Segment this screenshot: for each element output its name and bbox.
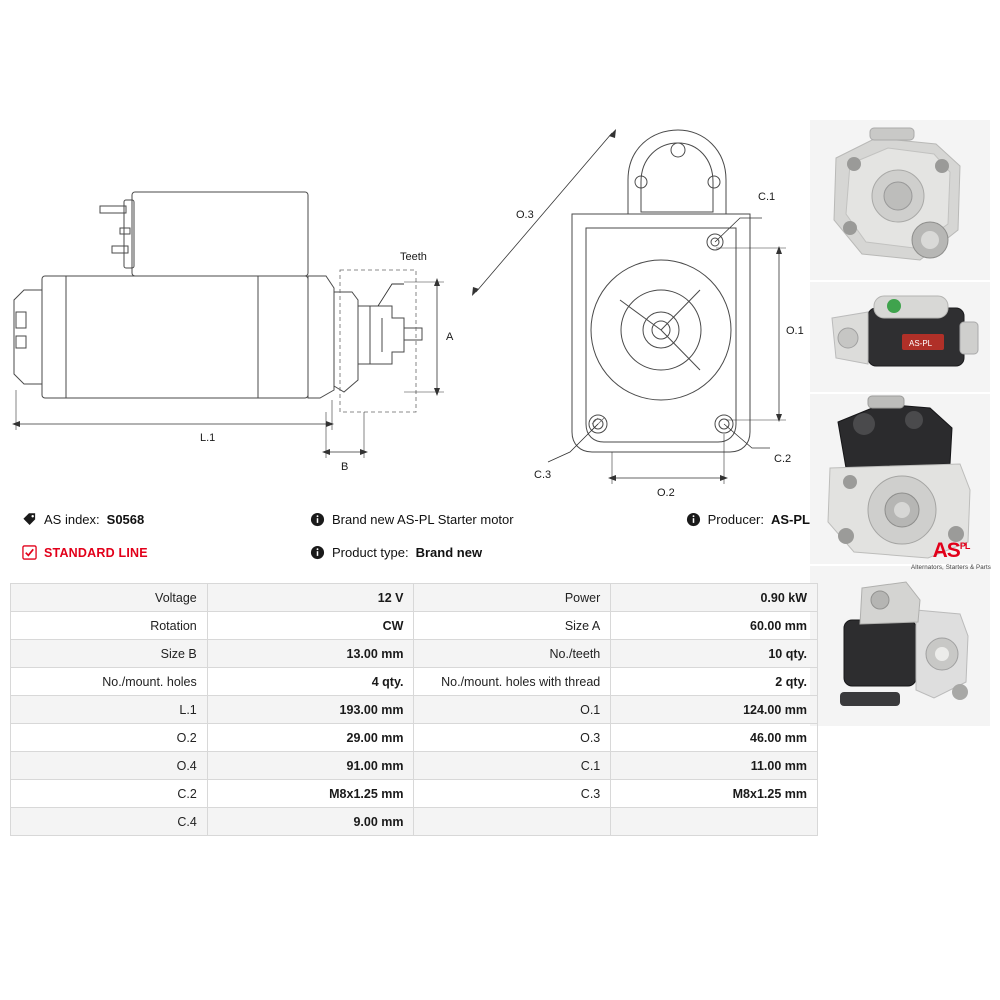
aspl-logo-text: AS xyxy=(932,539,960,562)
spec-value: 4 qty. xyxy=(207,668,414,696)
as-index-value: S0568 xyxy=(106,512,145,527)
spec-label: O.2 xyxy=(11,724,208,752)
spec-label: No./mount. holes with thread xyxy=(414,668,611,696)
drawing-label-l1: L.1 xyxy=(200,432,216,444)
producer-label: Producer: xyxy=(707,512,764,527)
standard-line-badge xyxy=(22,545,148,560)
standard-line-label: STANDARD LINE xyxy=(44,545,148,560)
spec-label: Rotation xyxy=(11,612,208,640)
spec-value: M8x1.25 mm xyxy=(207,780,414,808)
spec-label: Power xyxy=(414,584,611,612)
info-icon xyxy=(310,512,325,527)
table-row xyxy=(11,612,818,640)
drawing-label-c2: C.2 xyxy=(774,453,792,465)
spec-value: 2 qty. xyxy=(611,668,818,696)
product-description-block xyxy=(310,512,514,527)
producer-block xyxy=(686,512,810,527)
table-row xyxy=(11,780,818,808)
spec-value: 124.00 mm xyxy=(611,696,818,724)
info-icon xyxy=(310,545,325,560)
spec-value: 13.00 mm xyxy=(207,640,414,668)
spec-label: Size A xyxy=(414,612,611,640)
drawing-label-o3: O.3 xyxy=(516,209,534,221)
spec-label: No./mount. holes xyxy=(11,668,208,696)
table-row xyxy=(11,808,818,836)
product-type-value: Brand new xyxy=(415,545,483,560)
table-row xyxy=(11,584,818,612)
drawing-label-a: A xyxy=(446,331,454,343)
product-photo-rear xyxy=(810,566,990,726)
svg-text:AS-PL: AS-PL xyxy=(909,339,933,348)
spec-label: C.2 xyxy=(11,780,208,808)
spec-value: CW xyxy=(207,612,414,640)
tag-icon xyxy=(22,512,37,527)
spec-label: O.1 xyxy=(414,696,611,724)
product-photo-side xyxy=(810,282,990,392)
spec-label: C.4 xyxy=(11,808,208,836)
drawing-label-c1: C.1 xyxy=(758,191,776,203)
drawing-label-o1: O.1 xyxy=(786,325,804,337)
product-type-label: Product type: xyxy=(332,545,409,560)
drawing-label-o2: O.2 xyxy=(657,487,675,499)
spec-value: 9.00 mm xyxy=(207,808,414,836)
spec-value: 46.00 mm xyxy=(611,724,818,752)
spec-label: L.1 xyxy=(11,696,208,724)
as-index-block xyxy=(22,512,144,527)
spec-label: O.3 xyxy=(414,724,611,752)
specifications-table xyxy=(10,583,818,836)
as-index-label: AS index: xyxy=(44,512,100,527)
spec-value: 29.00 mm xyxy=(207,724,414,752)
drawing-label-teeth: Teeth xyxy=(400,251,427,263)
aspl-logo-mark xyxy=(933,536,970,561)
spec-label: O.4 xyxy=(11,752,208,780)
product-type-block xyxy=(310,545,482,560)
spec-label: Size B xyxy=(11,640,208,668)
table-row xyxy=(11,724,818,752)
aspl-logo-tagline: Alternators, Starters & Parts xyxy=(911,564,991,571)
table-row xyxy=(11,668,818,696)
spec-label: Voltage xyxy=(11,584,208,612)
info-icon xyxy=(686,512,701,527)
technical-drawings xyxy=(0,0,818,500)
product-photo-drive-end xyxy=(810,120,990,280)
spec-label: C.3 xyxy=(414,780,611,808)
drawing-label-b: B xyxy=(341,461,349,473)
spec-empty-cell xyxy=(611,808,818,836)
table-row xyxy=(11,640,818,668)
spec-value: 10 qty. xyxy=(611,640,818,668)
spec-value: 60.00 mm xyxy=(611,612,818,640)
spec-empty-cell xyxy=(414,808,611,836)
aspl-logo-sup: PL xyxy=(959,541,970,551)
table-row xyxy=(11,752,818,780)
table-row xyxy=(11,696,818,724)
spec-label: No./teeth xyxy=(414,640,611,668)
spec-value: M8x1.25 mm xyxy=(611,780,818,808)
spec-value: 0.90 kW xyxy=(611,584,818,612)
drawing-label-c3: C.3 xyxy=(534,469,552,481)
checkbox-checked-icon xyxy=(22,545,37,560)
aspl-logo xyxy=(908,536,994,571)
spec-value: 11.00 mm xyxy=(611,752,818,780)
producer-value: AS-PL xyxy=(771,512,810,527)
spec-value: 193.00 mm xyxy=(207,696,414,724)
spec-value: 91.00 mm xyxy=(207,752,414,780)
spec-value: 12 V xyxy=(207,584,414,612)
product-description: Brand new AS-PL Starter motor xyxy=(332,512,514,527)
spec-label: C.1 xyxy=(414,752,611,780)
